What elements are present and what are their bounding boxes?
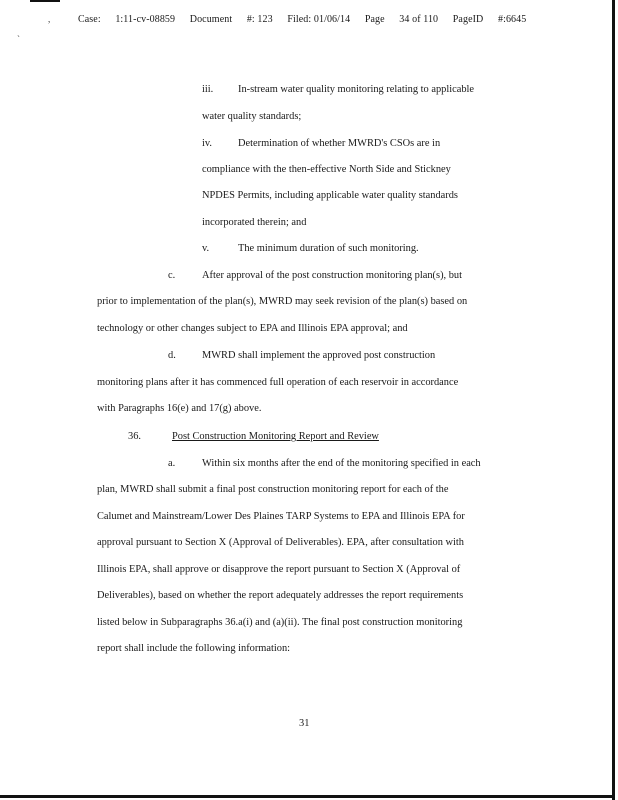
pageid-label: PageID <box>452 14 484 25</box>
court-header <box>78 14 538 25</box>
filed-date: Filed: 01/06/14 <box>287 14 351 25</box>
page-edge-right <box>612 0 615 800</box>
document-label: Document <box>189 14 233 25</box>
item-a-line1: Within six months after the end of the monitoring specified in each <box>202 458 481 469</box>
item-c-line3: technology or other changes subject to EPA and Illinois EPA approval; and <box>97 323 408 334</box>
item-c-line1: After approval of the post construction monitoring plan(s), but <box>202 270 462 281</box>
item-iv-number: iv. <box>202 138 213 149</box>
item-iv-line1: Determination of whether MWRD's CSOs are in <box>238 138 441 149</box>
item-iii-line2: water quality standards; <box>202 111 302 122</box>
paragraph-36-number: 36. <box>128 431 141 442</box>
item-iii-number: iii. <box>202 84 214 95</box>
case-number: 1:11-cv-08859 <box>115 14 176 25</box>
case-label: Case: <box>78 14 101 25</box>
page-label: Page <box>364 14 385 25</box>
item-iv-line4: incorporated therein; and <box>202 217 307 228</box>
item-c-line2: prior to implementation of the plan(s), MWRD may seek revision of the plan(s) based on <box>97 296 468 307</box>
item-d-line3: with Paragraphs 16(e) and 17(g) above. <box>97 403 262 414</box>
item-iii-line1: In-stream water quality monitoring relating to applicable <box>238 84 475 95</box>
item-a-line5: Illinois EPA, shall approve or disapprove the report pursuant to Section X (Approval of <box>97 564 461 575</box>
item-d-number: d. <box>168 350 176 361</box>
scan-mark <box>30 0 60 2</box>
item-v-line1: The minimum duration of such monitoring. <box>238 243 419 254</box>
item-a-line4: approval pursuant to Section X (Approval of Deliverables). EPA, after consultation with <box>97 537 464 548</box>
item-iv-line3: NPDES Permits, including applicable water quality standards <box>202 190 458 201</box>
paragraph-36-heading: Post Construction Monitoring Report and Review <box>172 431 379 442</box>
document-number: #: 123 <box>246 14 273 25</box>
item-d-line2: monitoring plans after it has commenced full operation of each reservoir in accordance <box>97 377 459 388</box>
item-a-line8: report shall include the following information: <box>97 643 291 654</box>
page-number: 31 <box>299 718 310 729</box>
scan-tick: , <box>48 14 51 24</box>
item-a-number: a. <box>168 458 176 469</box>
item-a-line7: listed below in Subparagraphs 36.a(i) and (a)(ii). The final post construction monitoring <box>97 617 463 628</box>
scan-dot: ` <box>17 34 20 44</box>
item-c-number: c. <box>168 270 176 281</box>
item-a-line6: Deliverables), based on whether the report adequately addresses the report requirements <box>97 590 464 601</box>
pageid-number: #:6645 <box>497 14 527 25</box>
item-iv-line2: compliance with the then-effective North Side and Stickney <box>202 164 451 175</box>
item-a-line3: Calumet and Mainstream/Lower Des Plaines TARP Systems to EPA and Illinois EPA for <box>97 511 465 522</box>
page-of: 34 of 110 <box>399 14 439 25</box>
page-edge-bottom <box>0 795 615 798</box>
item-a-line2: plan, MWRD shall submit a final post construction monitoring report for each of the <box>97 484 449 495</box>
item-d-line1: MWRD shall implement the approved post construction <box>202 350 436 361</box>
item-v-number: v. <box>202 243 210 254</box>
